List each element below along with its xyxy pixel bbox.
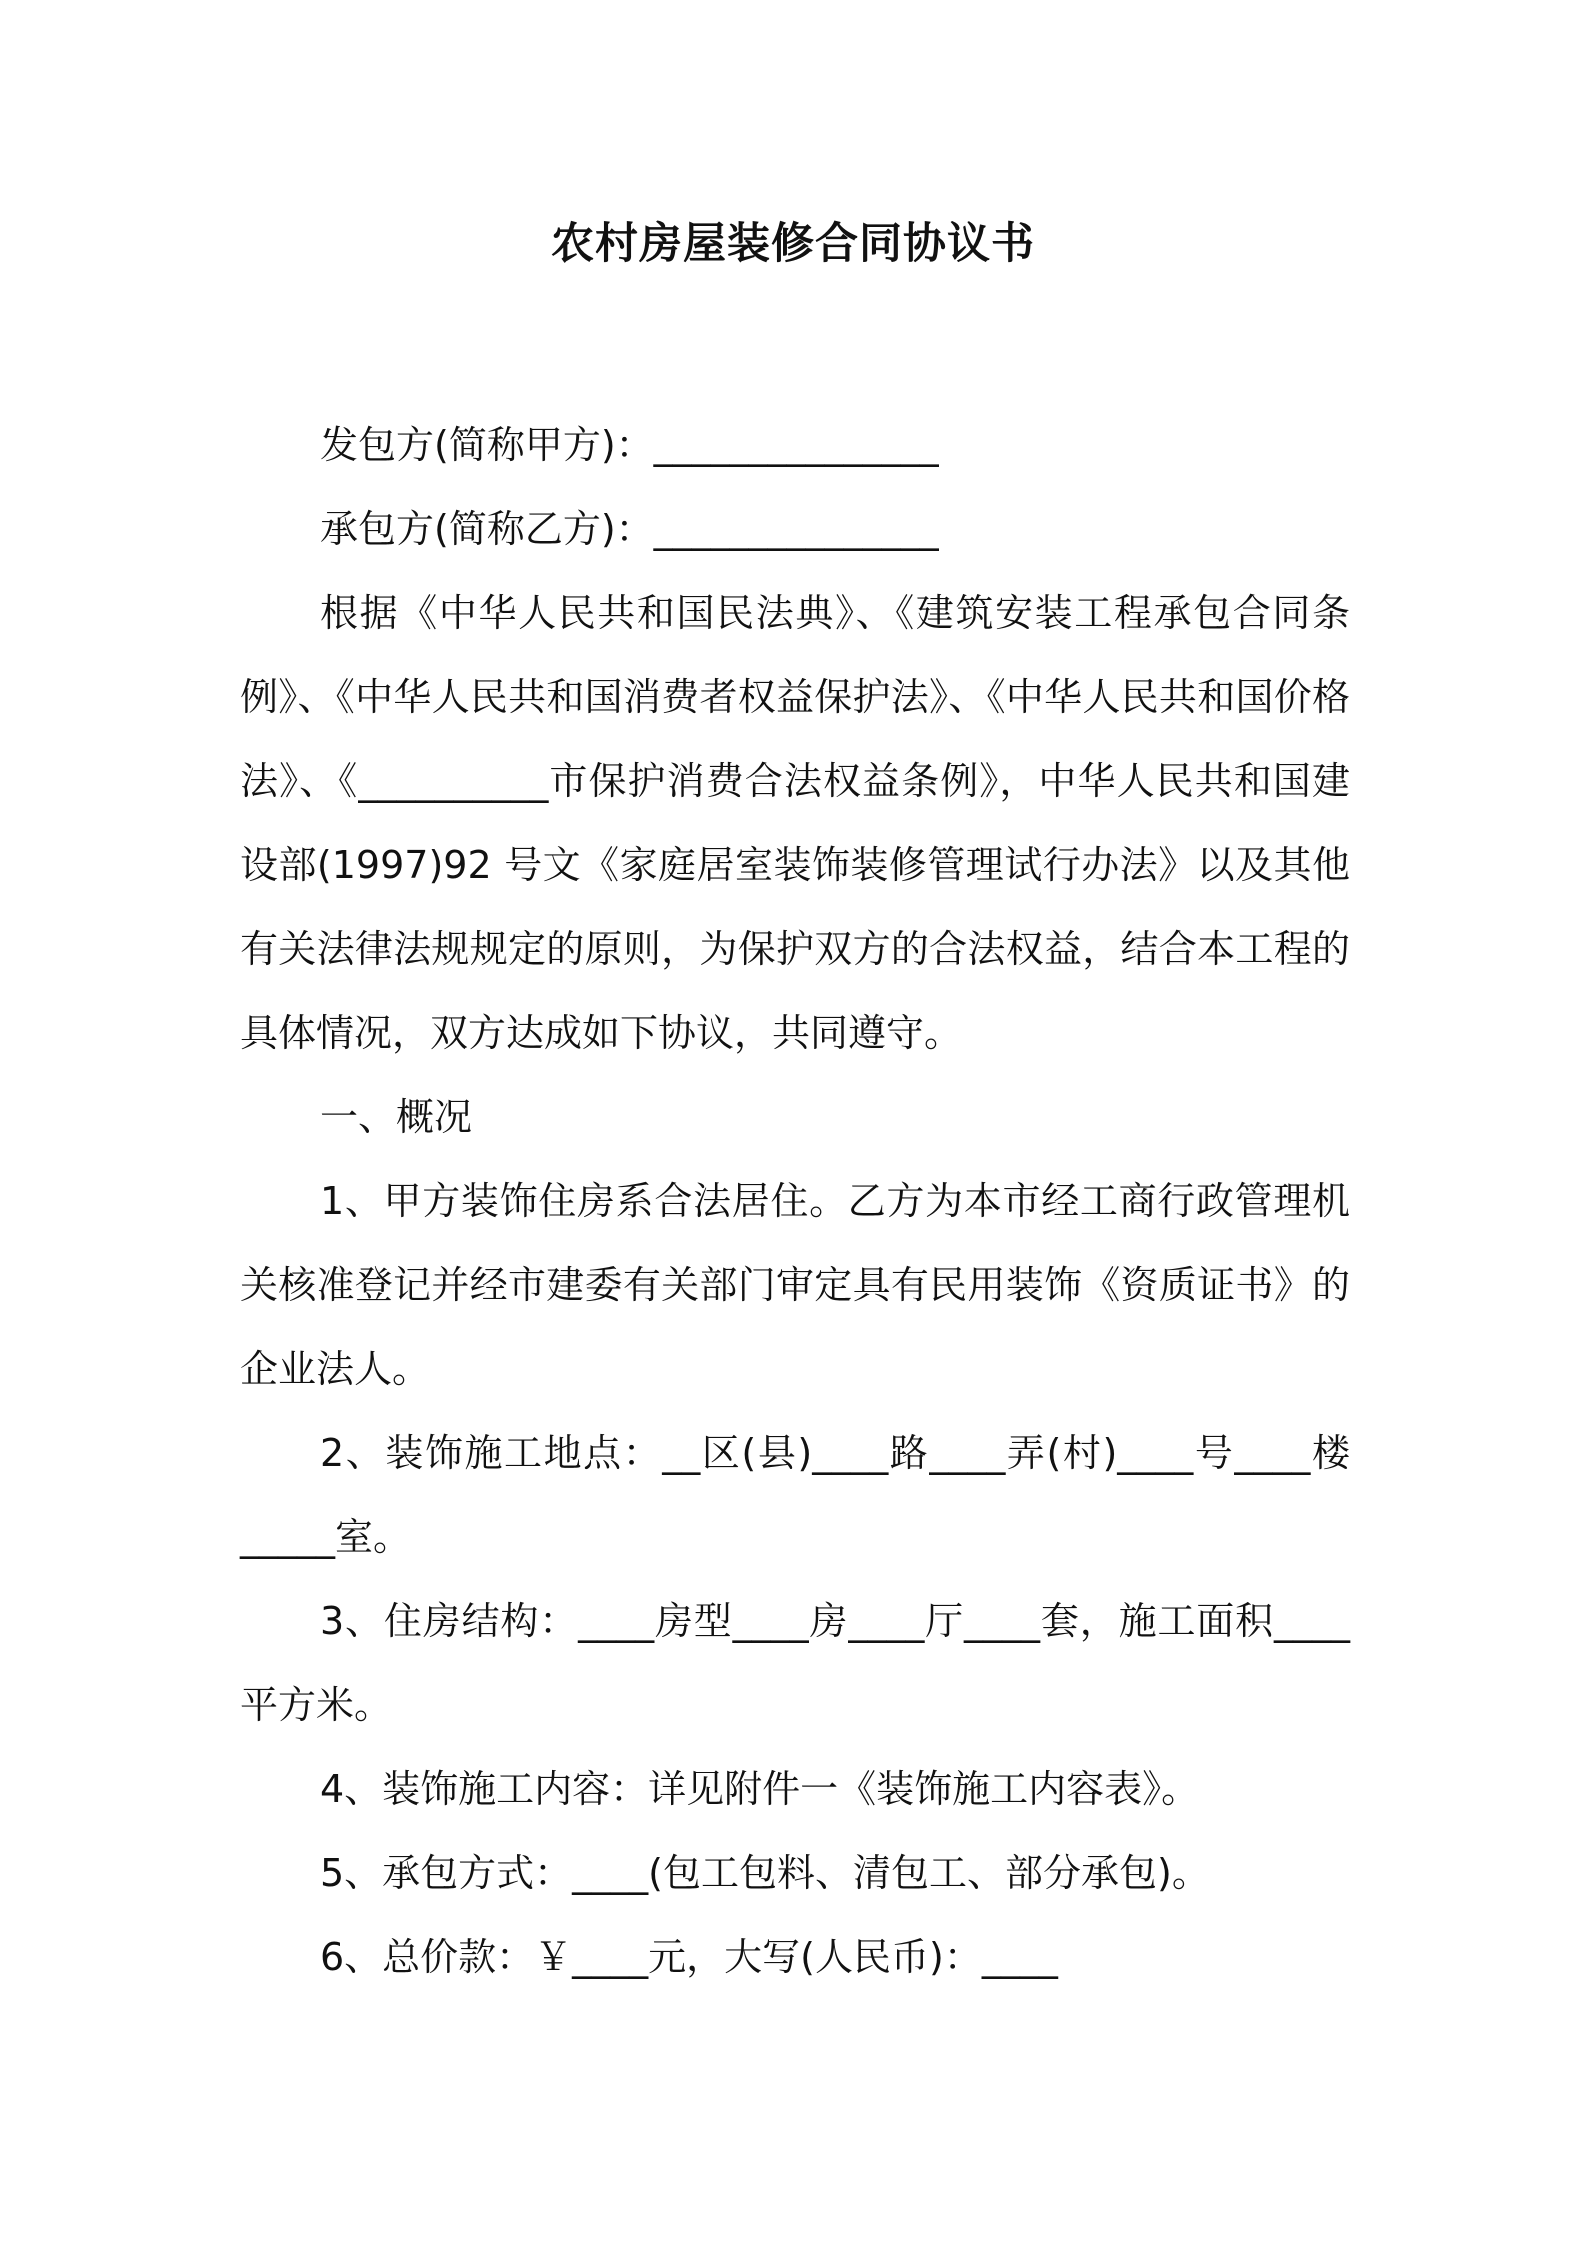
clause-2: 2、装饰施工地点：__区(县)____路____弄(村)____号____楼_____室。 [240, 1431, 1350, 1559]
section-heading-overview: 一、概况 [320, 1095, 473, 1139]
clause-1: 1、甲方装饰住房系合法居住。乙方为本市经工商行政管理机关核准登记并经市建委有关部门审定具有民用装饰《资质证书》的企业法人。 [240, 1179, 1350, 1391]
clause-5: 5、承包方式：____(包工包料、清包工、部分承包)。 [320, 1851, 1210, 1895]
clause-3: 3、住房结构：____房型____房____厅____套，施工面积____平方米。 [240, 1599, 1350, 1727]
contract-body [240, 403, 1350, 1999]
clause-6: 6、总价款：￥____元，大写(人民币)：____ [320, 1935, 1058, 1979]
party-a-line: 发包方(简称甲方)：_______________ [320, 423, 939, 467]
page-title: 农村房屋装修合同协议书 [551, 219, 1035, 269]
party-b-line: 承包方(简称乙方)：_______________ [320, 507, 939, 551]
legal-basis-paragraph: 根据《中华人民共和国民法典》、《建筑安装工程承包合同条例》、《中华人民共和国消费者权益保护法》、《中华人民共和国价格法》、《__________市保护消费合法权益条例》，中华人民共和国建设部(1997)92 号文《家庭居室装饰装修管理试行办法》以及其他有关法律法规规定的原则，为保护双方的合法权益，结合本工程的具体情况，双方达成如下协议，共同遵守。 [240, 591, 1350, 1055]
clause-4: 4、装饰施工内容：详见附件一《装饰施工内容表》。 [320, 1767, 1200, 1811]
